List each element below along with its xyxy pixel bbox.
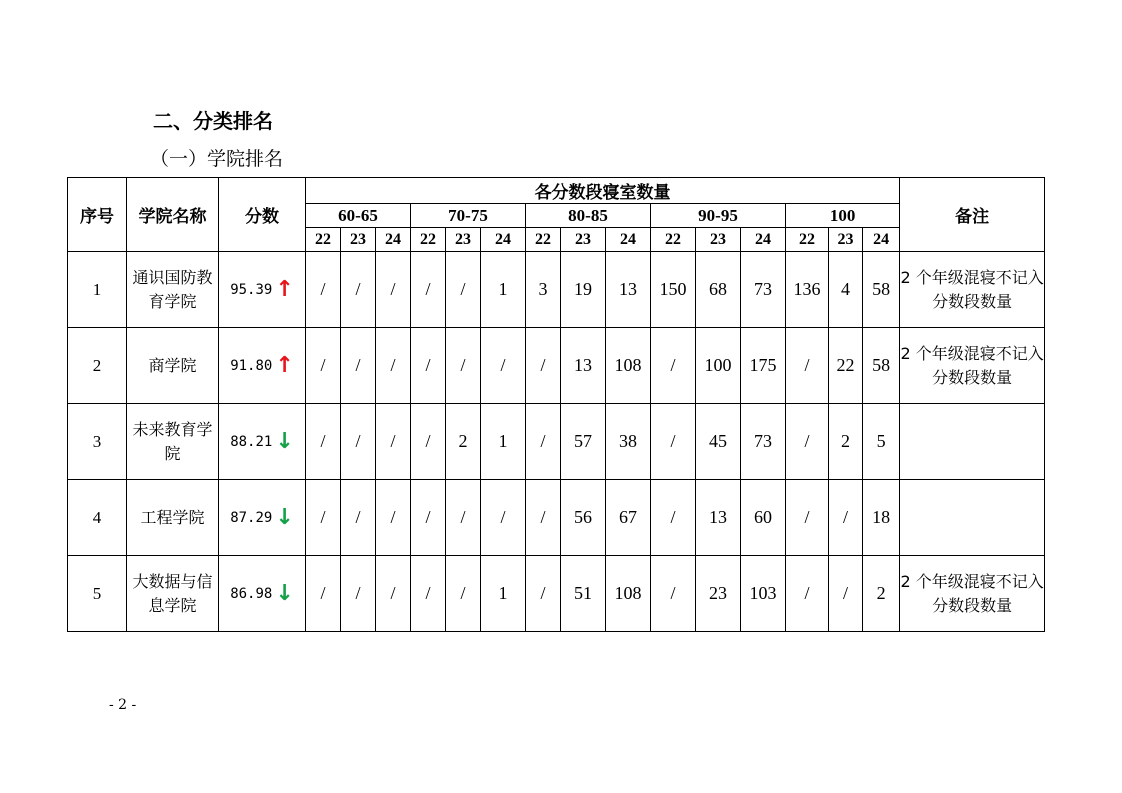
score-cell: [219, 480, 306, 556]
header-year: 22: [411, 228, 446, 252]
header-year: 24: [863, 228, 900, 252]
count-cell: /: [376, 404, 411, 480]
remark-cell: 2 个年级混寝不记入分数段数量: [900, 252, 1045, 328]
count-cell: /: [651, 556, 696, 632]
count-cell: /: [786, 480, 829, 556]
count-cell: 3: [526, 252, 561, 328]
count-cell: 51: [561, 556, 606, 632]
score-cell: [219, 404, 306, 480]
header-range: 90-95: [651, 204, 786, 228]
count-cell: 13: [696, 480, 741, 556]
count-cell: /: [786, 404, 829, 480]
count-cell: /: [376, 328, 411, 404]
header-year: 22: [786, 228, 829, 252]
header-range: 60-65: [306, 204, 411, 228]
college-name: 商学院: [127, 328, 219, 404]
count-cell: 108: [606, 556, 651, 632]
count-cell: /: [306, 404, 341, 480]
count-cell: /: [446, 480, 481, 556]
header-year: 22: [651, 228, 696, 252]
count-cell: /: [481, 328, 526, 404]
count-cell: 67: [606, 480, 651, 556]
count-cell: 13: [561, 328, 606, 404]
header-year: 24: [741, 228, 786, 252]
count-cell: /: [376, 480, 411, 556]
count-cell: 1: [481, 404, 526, 480]
header-year: 23: [829, 228, 863, 252]
score-value: 91.80: [230, 358, 273, 374]
count-cell: /: [411, 404, 446, 480]
header-year: 23: [341, 228, 376, 252]
count-cell: /: [411, 556, 446, 632]
count-cell: 103: [741, 556, 786, 632]
count-cell: 68: [696, 252, 741, 328]
header-year: 24: [376, 228, 411, 252]
header-year: 22: [526, 228, 561, 252]
header-score: 分数: [219, 178, 306, 252]
count-cell: /: [526, 480, 561, 556]
count-cell: /: [526, 404, 561, 480]
count-cell: 13: [606, 252, 651, 328]
table-row: [68, 480, 1045, 556]
count-cell: /: [306, 556, 341, 632]
count-cell: 2: [863, 556, 900, 632]
count-cell: 45: [696, 404, 741, 480]
count-cell: /: [376, 556, 411, 632]
header-year: 24: [481, 228, 526, 252]
score-cell: [219, 328, 306, 404]
count-cell: 5: [863, 404, 900, 480]
header-range: 70-75: [411, 204, 526, 228]
header-year: 24: [606, 228, 651, 252]
count-cell: 1: [481, 252, 526, 328]
score-value: 86.98: [230, 586, 273, 602]
remark-cell: [900, 404, 1045, 480]
college-name: 工程学院: [127, 480, 219, 556]
college-name: 大数据与信息学院: [127, 556, 219, 632]
up-arrow-icon: ↑: [275, 277, 294, 302]
count-cell: /: [306, 480, 341, 556]
count-cell: /: [526, 556, 561, 632]
table-row: [68, 556, 1045, 632]
count-cell: /: [446, 328, 481, 404]
count-cell: /: [306, 252, 341, 328]
header-range: 80-85: [526, 204, 651, 228]
remark-cell: 2 个年级混寝不记入分数段数量: [900, 556, 1045, 632]
count-cell: /: [411, 328, 446, 404]
table-row: [68, 404, 1045, 480]
header-year: 23: [561, 228, 606, 252]
score-value: 95.39: [230, 282, 273, 298]
count-cell: /: [651, 328, 696, 404]
row-index: 4: [68, 480, 127, 556]
count-cell: 38: [606, 404, 651, 480]
count-cell: 4: [829, 252, 863, 328]
down-arrow-icon: ↓: [275, 505, 294, 530]
score-value: 88.21: [230, 434, 273, 450]
page-number: - 2 -: [109, 697, 137, 713]
row-index: 1: [68, 252, 127, 328]
count-cell: 58: [863, 252, 900, 328]
header-range-group: 各分数段寝室数量: [306, 178, 900, 204]
count-cell: 56: [561, 480, 606, 556]
count-cell: /: [341, 556, 376, 632]
score-cell: [219, 556, 306, 632]
count-cell: 136: [786, 252, 829, 328]
count-cell: /: [829, 556, 863, 632]
header-year: 23: [696, 228, 741, 252]
header-remark: 备注: [900, 178, 1045, 252]
count-cell: /: [341, 480, 376, 556]
count-cell: /: [446, 556, 481, 632]
count-cell: /: [306, 328, 341, 404]
count-cell: /: [341, 252, 376, 328]
count-cell: 22: [829, 328, 863, 404]
row-index: 3: [68, 404, 127, 480]
count-cell: /: [651, 480, 696, 556]
count-cell: 2: [829, 404, 863, 480]
subsection-title: （一）学院排名: [150, 148, 284, 170]
count-cell: /: [651, 404, 696, 480]
header-college-name: 学院名称: [127, 178, 219, 252]
score-value: 87.29: [230, 510, 273, 526]
count-cell: /: [526, 328, 561, 404]
section-title: 二、分类排名: [153, 109, 273, 133]
row-index: 2: [68, 328, 127, 404]
table-row: [68, 252, 1045, 328]
count-cell: /: [481, 480, 526, 556]
count-cell: 175: [741, 328, 786, 404]
count-cell: 150: [651, 252, 696, 328]
count-cell: 108: [606, 328, 651, 404]
count-cell: /: [341, 328, 376, 404]
count-cell: 23: [696, 556, 741, 632]
count-cell: /: [829, 480, 863, 556]
count-cell: /: [446, 252, 481, 328]
count-cell: 100: [696, 328, 741, 404]
college-name: 通识国防教育学院: [127, 252, 219, 328]
count-cell: 57: [561, 404, 606, 480]
count-cell: 73: [741, 404, 786, 480]
count-cell: 58: [863, 328, 900, 404]
count-cell: 1: [481, 556, 526, 632]
header-index: 序号: [68, 178, 127, 252]
header-year: 22: [306, 228, 341, 252]
table-row: [68, 328, 1045, 404]
header-year: 23: [446, 228, 481, 252]
count-cell: /: [341, 404, 376, 480]
header-range: 100: [786, 204, 900, 228]
remark-cell: 2 个年级混寝不记入分数段数量: [900, 328, 1045, 404]
count-cell: 60: [741, 480, 786, 556]
count-cell: 18: [863, 480, 900, 556]
down-arrow-icon: ↓: [275, 581, 294, 606]
count-cell: /: [376, 252, 411, 328]
count-cell: /: [411, 252, 446, 328]
college-name: 未来教育学院: [127, 404, 219, 480]
row-index: 5: [68, 556, 127, 632]
count-cell: /: [786, 328, 829, 404]
up-arrow-icon: ↑: [275, 353, 294, 378]
count-cell: /: [411, 480, 446, 556]
score-cell: [219, 252, 306, 328]
count-cell: 73: [741, 252, 786, 328]
count-cell: /: [786, 556, 829, 632]
college-ranking-table: [67, 177, 1045, 632]
count-cell: 19: [561, 252, 606, 328]
down-arrow-icon: ↓: [275, 429, 294, 454]
count-cell: 2: [446, 404, 481, 480]
remark-cell: [900, 480, 1045, 556]
